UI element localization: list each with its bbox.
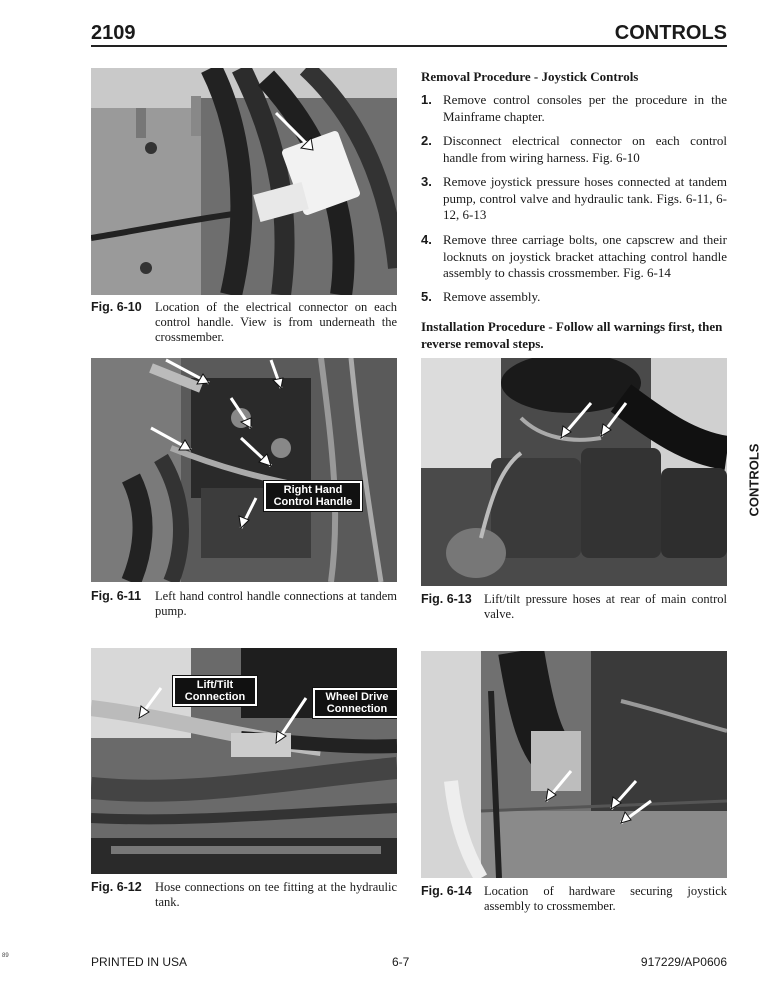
figure-caption-text: Location of the electrical connector on each control handle. View is from underneath the crossmember. [155, 300, 397, 344]
removal-procedure-title: Removal Procedure - Joystick Controls [421, 69, 639, 84]
procedure-step [421, 289, 727, 307]
figure-label: Fig. 6-13 [421, 592, 472, 606]
procedure-step [421, 133, 727, 167]
photo-fig-6-11 [91, 358, 397, 582]
figure-caption-text: Left hand control handle connections at tandem pump. [155, 589, 397, 618]
figure-caption-text: Location of hardware securing joystick assembly to crossmember. [484, 884, 727, 913]
figure-caption-text: Lift/tilt pressure hoses at rear of main control valve. [484, 592, 727, 621]
figure-label: Fig. 6-11 [91, 589, 142, 603]
photo-fig-6-14 [421, 651, 727, 878]
side-section-tab-label: CONTROLS [746, 443, 762, 517]
margin-mark: 89 [2, 953, 9, 959]
step-text: Disconnect electrical connector on each control handle from wiring harness. Fig. 6-10 [443, 133, 727, 165]
step-text: Remove joystick pressure hoses connected at tandem pump, control valve and hydraulic tank. Figs. 6-11, 6-12, 6-13 [443, 174, 727, 222]
figure-caption [91, 300, 397, 348]
footer-page-number: 6-7 [392, 955, 410, 969]
callout-right-hand-control-handle: Right Hand Control Handle [264, 481, 362, 511]
step-number: 3. [421, 174, 432, 189]
step-number: 5. [421, 289, 432, 304]
figure-label: Fig. 6-12 [91, 880, 142, 894]
photo-fig-6-10 [91, 68, 397, 295]
figure-caption [91, 589, 397, 623]
callout-wheel-drive-connection: Wheel Drive Connection [313, 688, 397, 718]
page-section-title: CONTROLS [614, 22, 727, 44]
figure-caption [421, 884, 727, 918]
installation-procedure-title: Installation Procedure - Follow all warnings first, then reverse removal steps. [421, 319, 723, 351]
side-section-tab [744, 440, 764, 520]
figure-caption-text: Hose connections on tee fitting at the hydraulic tank. [155, 880, 397, 909]
step-text: Remove assembly. [443, 289, 541, 304]
figure-caption [421, 592, 727, 626]
step-number: 4. [421, 232, 432, 247]
procedure-step [421, 174, 727, 226]
page-model-number: 2109 [91, 22, 136, 44]
footer-document-number: 917229/AP0606 [640, 955, 727, 969]
procedure-step [421, 92, 727, 126]
step-number: 1. [421, 92, 432, 107]
procedure-step [421, 232, 727, 284]
header-rule [91, 45, 727, 47]
figure-label: Fig. 6-14 [421, 884, 472, 898]
step-text: Remove three carriage bolts, one capscrew and their locknuts on joystick bracket attaching control handle assembly to chassis crossmember. Fig. 6-14 [443, 232, 727, 280]
footer-printed-in: PRINTED IN USA [91, 955, 188, 969]
step-number: 2. [421, 133, 432, 148]
photo-fig-6-13 [421, 358, 727, 586]
figure-label: Fig. 6-10 [91, 300, 142, 314]
photo-fig-6-12 [91, 648, 397, 874]
figure-caption [91, 880, 397, 914]
callout-lift-tilt-connection: Lift/Tilt Connection [173, 676, 257, 706]
step-text: Remove control consoles per the procedure in the Mainframe chapter. [443, 92, 727, 124]
